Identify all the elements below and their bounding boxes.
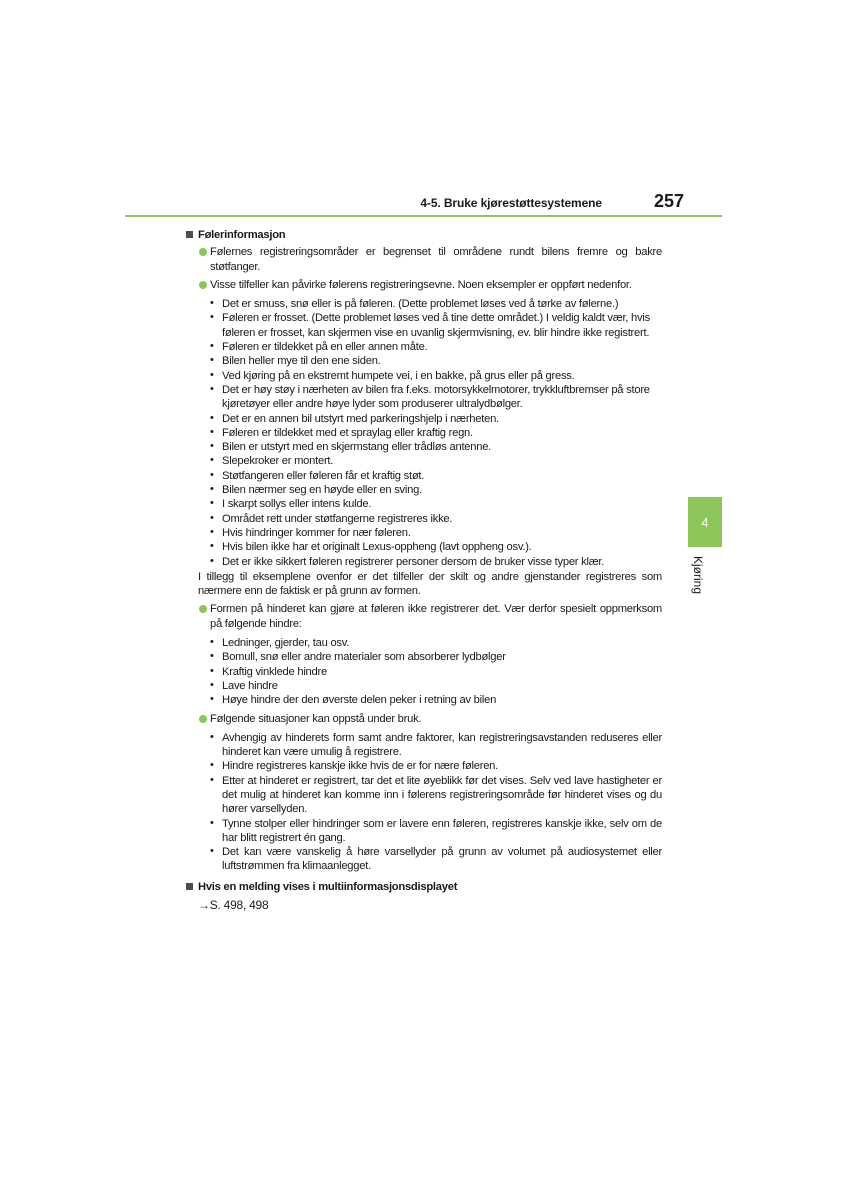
list-item: • Støtfangeren eller føleren får et kraftig støt.: [210, 468, 425, 482]
list-item: • Det er ikke sikkert føleren registrerer personer dersom de bruker visse typer klær.: [210, 554, 605, 568]
dot-bullet-icon: •: [210, 425, 214, 438]
paragraph: Følgende situasjoner kan oppstå under bruk.: [186, 712, 662, 726]
dot-bullet-icon: •: [210, 340, 214, 353]
obstacles-list: [186, 636, 662, 707]
dot-bullet-icon: •: [210, 664, 214, 677]
dot-bullet-icon: •: [210, 636, 214, 649]
list-item: • Lave hindre: [210, 678, 278, 692]
list-item: • Det er smuss, snø eller is på føleren. (Dette problemet løses ved å tørke av følerne.): [210, 297, 619, 311]
list-item: • Hindre registreres kanskje ikke hvis de er for nære føleren.: [210, 759, 498, 773]
list-item: • Ledninger, gjerder, tau osv.: [210, 636, 350, 650]
list-item: • Det kan være vanskelig å høre varsellyder på grunn av volumet på audiosystemet eller luftstrømmen fra klimaanlegget.: [210, 845, 662, 873]
list-item: • Føleren er tildekket med et spraylag eller kraftig regn.: [210, 425, 473, 439]
list-item: • Bilen heller mye til den ene siden.: [210, 354, 381, 368]
paragraph: Følernes registreringsområder er begrenset til områdene rundt bilens fremre og bakre støtfanger.: [186, 245, 662, 274]
list-item: • Høye hindre der den øverste delen peker i retning av bilen: [210, 693, 497, 707]
list-item: • Slepekroker er montert.: [210, 454, 334, 468]
list-item: • Hvis hindringer kommer for nær føleren.: [210, 525, 411, 539]
header-rule: [125, 215, 722, 217]
dot-bullet-icon: •: [210, 468, 214, 481]
section-heading: [186, 880, 662, 894]
list-item: • Avhengig av hinderets form samt andre faktorer, kan registreringsavstanden reduseres eller hinderet kan være umulig å registrere.: [210, 730, 662, 759]
paragraph: Visse tilfeller kan påvirke følerens registreringsevne. Noen eksempler er oppført nedenfor.: [186, 278, 662, 292]
dot-bullet-icon: •: [210, 382, 214, 395]
dot-bullet-icon: •: [210, 354, 214, 367]
dot-bullet-icon: •: [210, 540, 214, 553]
list-item: • Det er høy støy i nærheten av bilen fra f.eks. motorsykkelmotorer, trykkluftbremser på store kjøretøyer eller andre høye lyder som produserer ultralydbølger.: [210, 382, 650, 411]
circle-bullet-icon: [199, 281, 207, 289]
dot-bullet-icon: •: [210, 693, 214, 706]
dot-bullet-icon: •: [210, 759, 214, 772]
chapter-label: Kjøring: [691, 556, 705, 595]
section-title: Følerinformasjon: [198, 229, 286, 241]
list-item: • Bomull, snø eller andre materialer som absorberer lydbølger: [210, 650, 506, 664]
square-bullet-icon: [186, 231, 193, 238]
list-item: • Bilen nærmer seg en høyde eller en sving.: [210, 483, 422, 497]
dot-bullet-icon: •: [210, 511, 214, 524]
dot-bullet-icon: •: [210, 483, 214, 496]
list-item: • Området rett under støtfangerne registreres ikke.: [210, 511, 453, 525]
examples-list: [186, 297, 662, 569]
section-title: Hvis en melding vises i multiinformasjonsdisplayet: [198, 880, 458, 893]
list-item: • Bilen er utstyrt med en skjermstang eller trådløs antenne.: [210, 440, 492, 454]
dot-bullet-icon: •: [210, 730, 214, 743]
circle-bullet-icon: [199, 248, 207, 256]
circle-bullet-icon: [199, 605, 207, 613]
dot-bullet-icon: •: [210, 297, 214, 310]
dot-bullet-icon: •: [210, 454, 214, 467]
dot-bullet-icon: •: [210, 368, 214, 381]
circle-bullet-icon: [199, 715, 207, 723]
header-title: 4-5. Bruke kjørestøttesystemene: [420, 196, 602, 210]
list-item: • Føleren er frosset. (Dette problemet løses ved å tine dette området.) I veldig kaldt vær, hvis føleren er frosset, kan skjermen vise en uvanlig skjermvisning, ev. blir hindre ikke registrert.: [210, 311, 650, 339]
list-item: • I skarpt sollys eller intens kulde.: [210, 497, 372, 511]
dot-bullet-icon: •: [210, 411, 214, 424]
section-heading: [186, 228, 662, 242]
chapter-number: 4: [701, 514, 709, 530]
page-content: [186, 226, 662, 912]
square-bullet-icon: [186, 883, 193, 890]
situations-list: [186, 731, 662, 874]
paragraph: Formen på hinderet kan gjøre at føleren ikke registrerer det. Vær derfor spesielt oppmerksom på følgende hindre:: [186, 602, 662, 631]
dot-bullet-icon: •: [210, 845, 214, 858]
dot-bullet-icon: •: [210, 816, 214, 829]
dot-bullet-icon: •: [210, 525, 214, 538]
list-item: • Det er en annen bil utstyrt med parkeringshjelp i nærheten.: [210, 411, 499, 425]
dot-bullet-icon: •: [210, 650, 214, 663]
dot-bullet-icon: •: [210, 311, 214, 324]
dot-bullet-icon: •: [210, 773, 214, 786]
list-item: • Føleren er tildekket på en eller annen måte.: [210, 340, 428, 354]
dot-bullet-icon: •: [210, 678, 214, 691]
chapter-tab: [688, 497, 722, 547]
dot-bullet-icon: •: [210, 554, 214, 567]
dot-bullet-icon: •: [210, 440, 214, 453]
list-item: • Hvis bilen ikke har et originalt Lexus-oppheng (lavt oppheng osv.).: [210, 540, 532, 554]
note-paragraph: I tillegg til eksemplene ovenfor er det tilfeller der skilt og andre gjenstander registreres som nærmere enn de faktisk er på grunn av formen.: [198, 570, 662, 598]
page-number: 257: [653, 191, 684, 211]
list-item: • Kraftig vinklede hindre: [210, 664, 327, 678]
list-item: • Etter at hinderet er registrert, tar det et lite øyeblikk før det vises. Selv ved lave hastigheter er det mulig at hinderet kan komme inn i følerens registreringsområde før hinderet vises og du hører varsellyden.: [210, 773, 662, 816]
list-item: • Ved kjøring på en ekstremt humpete vei, i en bakke, på grus eller på gress.: [210, 368, 575, 382]
page-reference: →S. 498, 498: [198, 898, 269, 913]
list-item: • Tynne stolper eller hindringer som er lavere enn føleren, registreres kanskje ikke, selv om de har blitt registrert én gang.: [210, 816, 662, 844]
dot-bullet-icon: •: [210, 497, 214, 510]
